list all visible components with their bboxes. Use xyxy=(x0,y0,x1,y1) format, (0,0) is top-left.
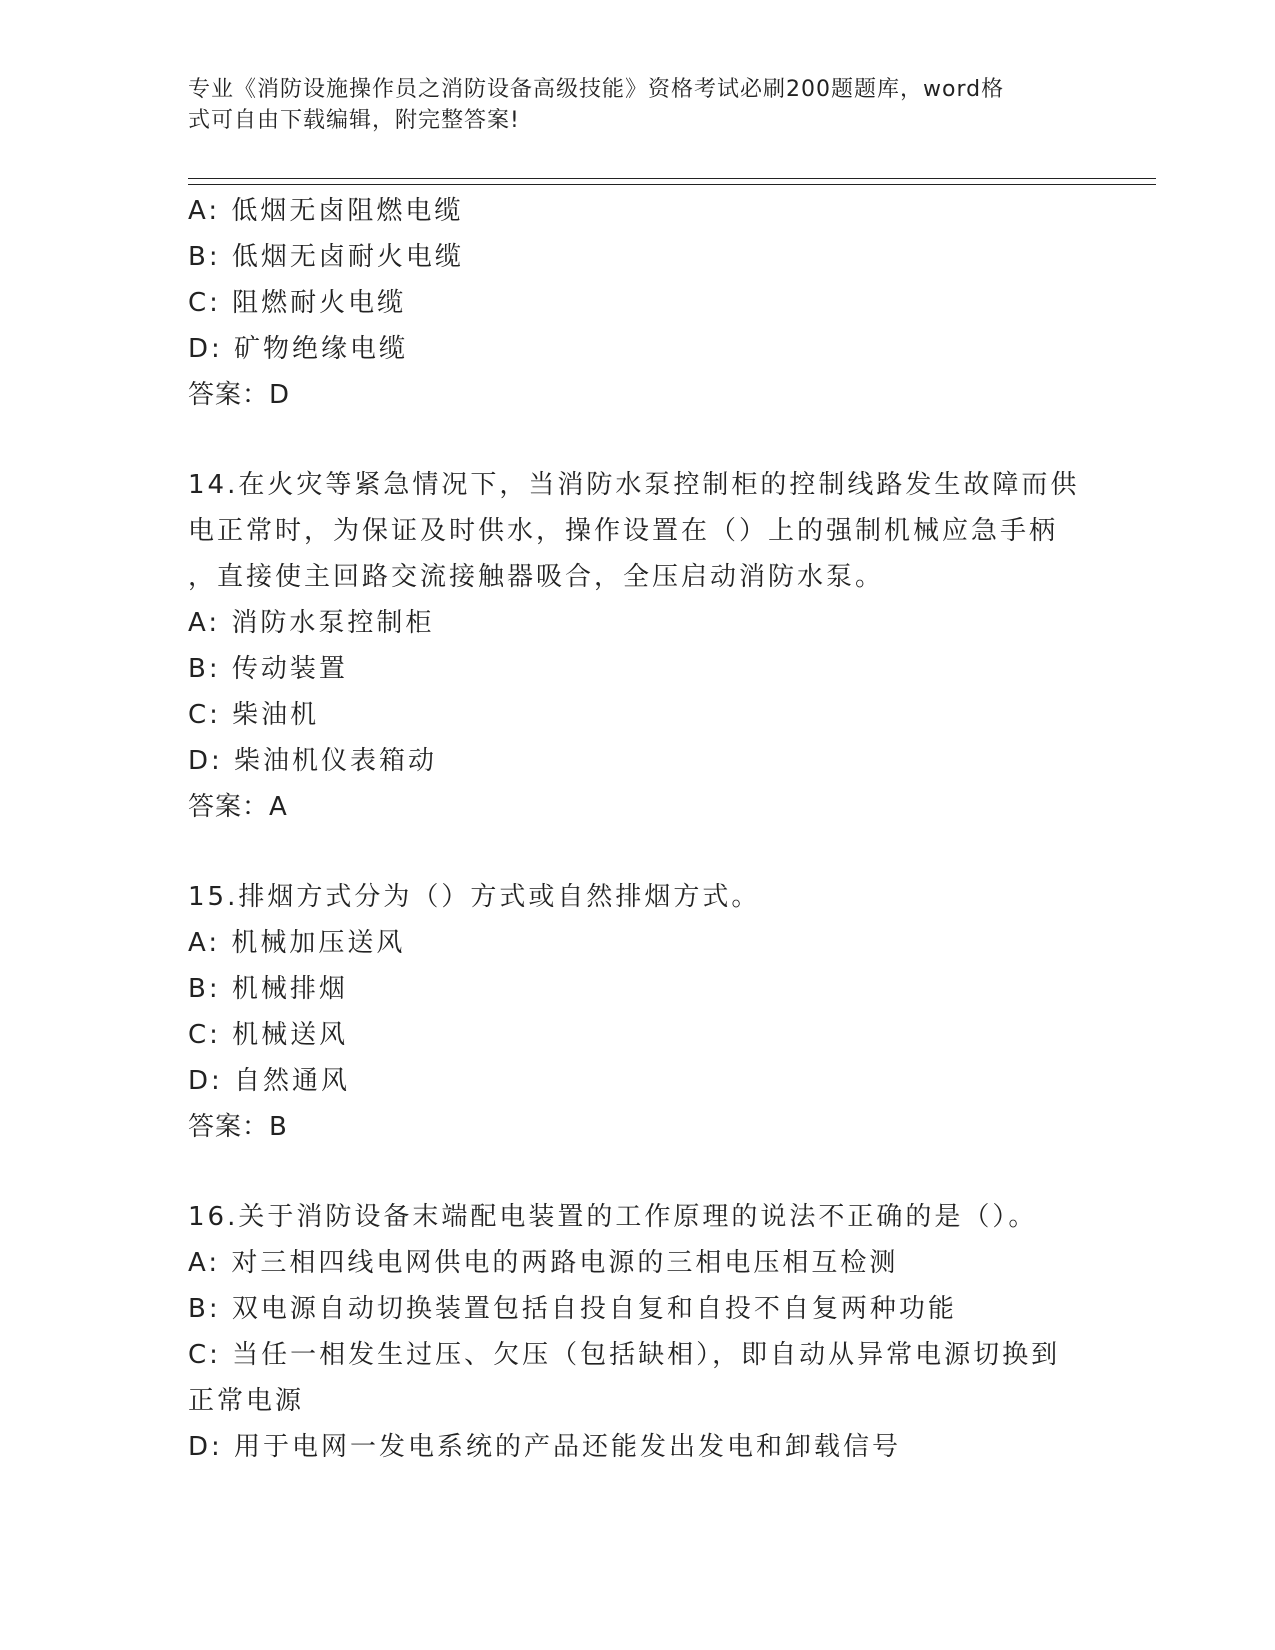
option-c: C: 阻燃耐火电缆 xyxy=(188,288,407,318)
question-16 xyxy=(188,1194,1088,1470)
answer-line: 答案：D xyxy=(188,380,291,410)
option-a: A: 对三相四线电网供电的两路电源的三相电压相互检测 xyxy=(188,1248,899,1278)
option-c: C: 机械送风 xyxy=(188,1020,349,1050)
spacer xyxy=(188,418,1088,462)
question-list xyxy=(188,188,1088,1470)
option-b: B: 双电源自动切换装置包括自投自复和自投不自复两种功能 xyxy=(188,1294,957,1324)
option-d: D: 用于电网一发电系统的产品还能发出发电和卸载信号 xyxy=(188,1432,902,1462)
option-a: A: 消防水泵控制柜 xyxy=(188,608,435,638)
header-divider-top xyxy=(188,178,1156,179)
option-d: D: 矿物绝缘电缆 xyxy=(188,334,409,364)
option-b: B: 机械排烟 xyxy=(188,974,348,1004)
document-header xyxy=(188,74,1088,136)
header-line-1: 专业《消防设施操作员之消防设备高级技能》资格考试必刷200题题库，word格 xyxy=(188,77,1005,102)
option-c: C: 当任一相发生过压、欠压（包括缺相），即自动从异常电源切换到 xyxy=(188,1340,1061,1370)
question-stem: 14.在火灾等紧急情况下，当消防水泵控制柜的控制线路发生故障而供 xyxy=(188,470,1080,500)
question-13 xyxy=(188,188,1088,418)
header-divider-bottom xyxy=(188,184,1156,185)
option-d: D: 自然通风 xyxy=(188,1066,351,1096)
question-14 xyxy=(188,462,1088,830)
answer-line: 答案：B xyxy=(188,1112,288,1142)
question-stem: 15.排烟方式分为（）方式或自然排烟方式。 xyxy=(188,882,761,912)
spacer xyxy=(188,1150,1088,1194)
option-d: D: 柴油机仪表箱动 xyxy=(188,746,438,776)
option-c-continued: 正常电源 xyxy=(188,1386,305,1416)
option-c: C: 柴油机 xyxy=(188,700,320,730)
option-b: B: 低烟无卤耐火电缆 xyxy=(188,242,464,272)
question-15 xyxy=(188,874,1088,1150)
spacer xyxy=(188,830,1088,874)
option-a: A: 机械加压送风 xyxy=(188,928,406,958)
question-stem: ，直接使主回路交流接触器吸合，全压启动消防水泵。 xyxy=(188,562,885,592)
header-line-2: 式可自由下载编辑，附完整答案! xyxy=(188,108,520,133)
question-stem: 电正常时，为保证及时供水，操作设置在（）上的强制机械应急手柄 xyxy=(188,516,1059,546)
option-b: B: 传动装置 xyxy=(188,654,348,684)
answer-line: 答案：A xyxy=(188,792,288,822)
question-stem: 16.关于消防设备末端配电装置的工作原理的说法不正确的是（）。 xyxy=(188,1202,1038,1232)
option-a: A: 低烟无卤阻燃电缆 xyxy=(188,196,464,226)
